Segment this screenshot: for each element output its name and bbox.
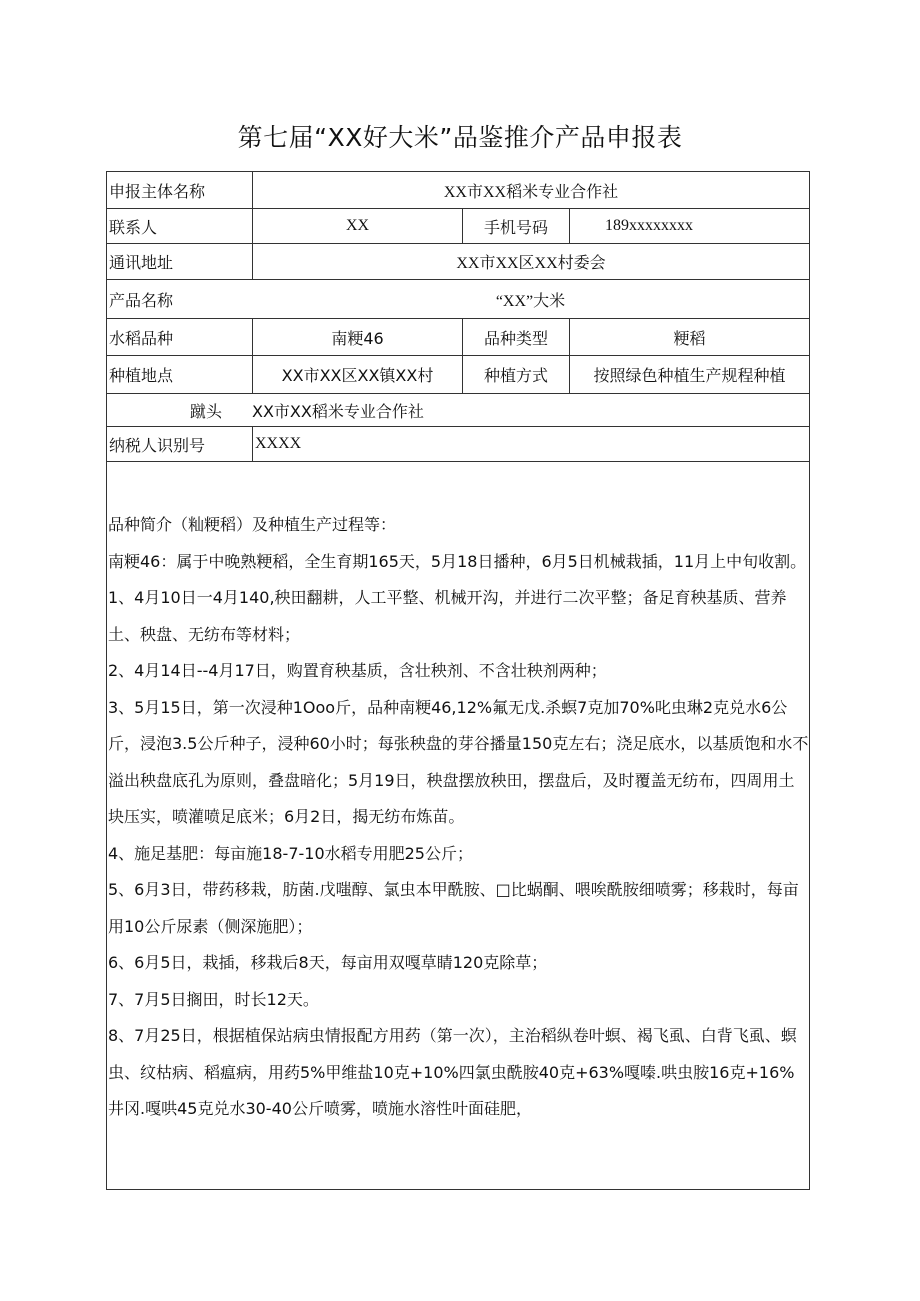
method-label: 种植方式: [462, 356, 569, 393]
applicant-label: 申报主体名称: [109, 181, 206, 201]
row-address: [107, 244, 809, 280]
header-value: XX市XX稻米专业合作社: [252, 401, 424, 421]
address-label: 通讯地址: [109, 253, 174, 272]
description-paragraph: 南粳46：属于中晚熟粳稻，全生育期165天，5月18日播种，6月5日机械栽插，11月上中旬收割。: [108, 551, 807, 571]
contact-label: 联系人: [109, 217, 158, 237]
description-paragraph: 3、5月15日，第一次浸种1Ooo斤，品种南粳46,12%氟无戊.杀螟7克加70%叱虫琳2克兑水6公斤，浸泡3.5公斤种子，浸种60小时；每张秧盘的芽谷播量150克左右；浇足底水，以基质饱和水不溢出秧盘底孔为原则，叠盘暗化；5月19日，秧盘摆放秧田，摆盘后，及时覆盖无纺布，四周用土块压实，喷灌喷足底米；6月2日，揭无纺布炼苗。: [108, 697, 809, 826]
row-contact: [107, 209, 809, 244]
description-paragraph: 7、7月5日搁田，时长12天。: [108, 989, 319, 1009]
row-applicant: [107, 172, 809, 209]
applicant-value: XX市XX稻米专业合作社: [252, 172, 809, 208]
location-label: 种植地点: [109, 366, 174, 385]
description-heading: 品种简介（籼粳稻）及种植生产过程等：: [108, 515, 397, 534]
description-paragraph: 2、4月14日--4月17日，购置育秧基质，含壮秧剂、不含壮秧剂两种；: [108, 661, 607, 680]
description-paragraph: 6、6月5日，栽插，移栽后8天，每亩用双嘎草睛120克除草；: [108, 953, 548, 972]
row-location: [107, 356, 809, 394]
description-paragraph: 5、6月3日，带药移栽，肪菌.戊嗤醇、氯虫本甲酰胺、□比蜗酮、喂唉酰胺细喷雾；移栽时，每亩用10公斤尿素（侧深施肥）；: [108, 880, 799, 936]
header-label: 蹴头: [189, 401, 222, 421]
contact-value: XX: [252, 209, 462, 243]
method-value: 按照绿色种植生产规程种植: [569, 356, 809, 393]
row-product: [107, 280, 809, 319]
product-value: “XX”大米: [495, 292, 566, 310]
tax-label: 纳税人识别号: [109, 435, 206, 455]
row-tax-id: [107, 427, 809, 462]
page-title: 第七届“XX好大米”品鉴推介产品申报表: [237, 123, 683, 152]
tax-value: XXXX: [252, 427, 809, 461]
location-value: XX市XX区XX镇XX村: [252, 356, 462, 393]
row-header: [107, 394, 809, 427]
type-label: 品种类型: [462, 319, 569, 355]
phone-label: 手机号码: [462, 209, 569, 243]
description-paragraph: 1、4月10日一4月140,秧田翻耕，人工平整、机械开沟，并进行二次平整；备足育秧基质、营养土、秧盘、无纺布等材料；: [108, 588, 787, 644]
variety-value: 南粳46: [252, 319, 462, 355]
row-variety: [107, 319, 809, 356]
variety-label: 水稻品种: [109, 328, 174, 348]
description-paragraph: 4、施足基肥：每亩施18-7-10水稻专用肥25公斤；: [108, 843, 473, 863]
type-value: 粳稻: [569, 319, 809, 355]
product-label: 产品名称: [109, 290, 174, 310]
description-section: [106, 507, 810, 1128]
phone-value: 189xxxxxxxx: [569, 209, 809, 243]
address-value: XX市XX区XX村委会: [252, 244, 809, 279]
description-paragraph: 8、7月25日，根据植保站病虫情报配方用药（第一次），主治稻纵卷叶螟、褐飞虱、白背飞虱、螟虫、纹枯病、稻瘟病，用药5%甲维盐10克+10%四氯虫酰胺40克+63%嘎嗪.哄虫胺16克+16%井冈.嘎哄45克兑水30-40公斤喷雾，喷施水溶性叶面硅肥，: [108, 1026, 797, 1118]
